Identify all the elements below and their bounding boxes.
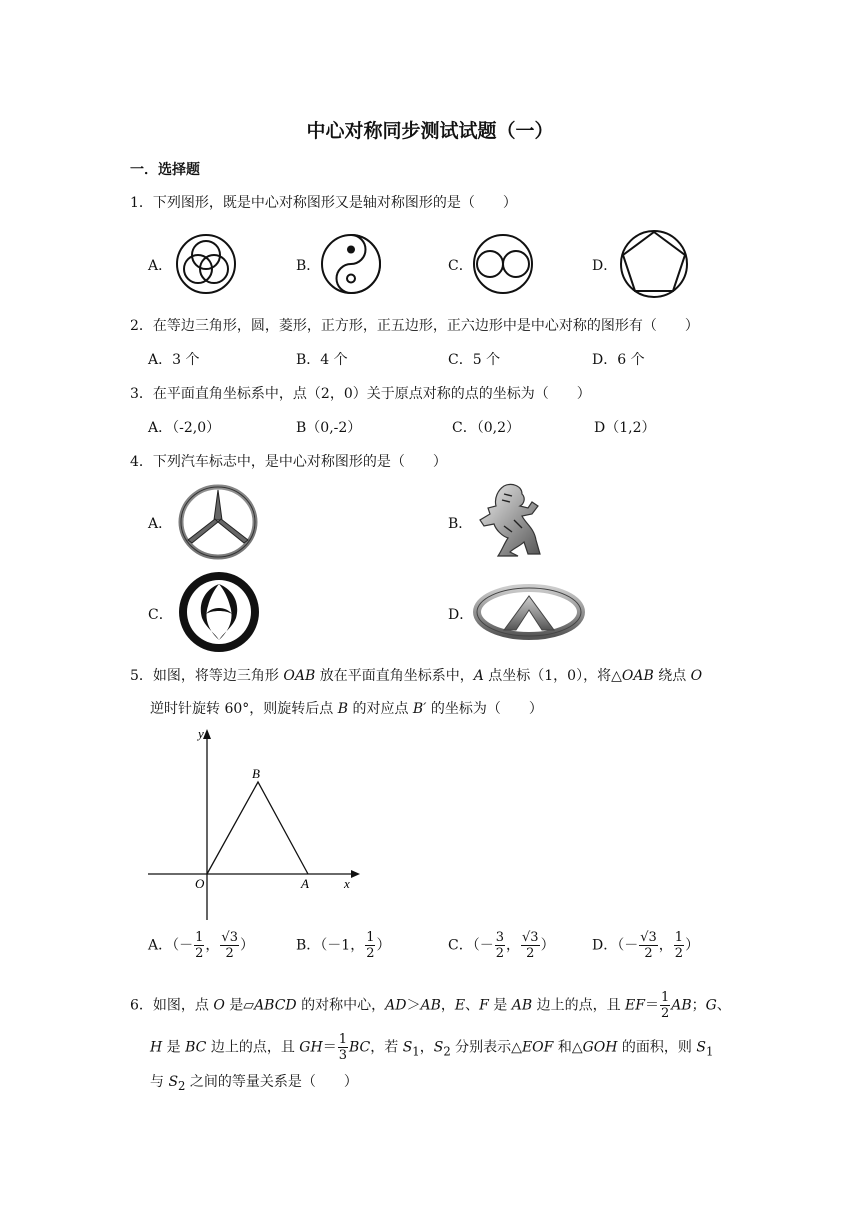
q5-stem-line2: 逆时针旋转 60°，则旋转后点 B 的对应点 B′ 的坐标为（ ） — [150, 701, 543, 717]
section-heading: 一．选择题 — [130, 162, 200, 178]
q1-figure-d-pentagon — [619, 229, 689, 299]
q2-stem: 2．在等边三角形，圆，菱形，正方形，正五边形，正六边形中是中心对称的图形有（ ） — [130, 318, 699, 334]
q1-label-d: D． — [592, 258, 618, 274]
point-a-label: A — [301, 876, 309, 891]
y-label: y — [198, 726, 204, 741]
q6-stem-line3: 与 $S_2$ 之间的等量关系是（ ） — [150, 1074, 358, 1093]
triangle-oab — [207, 782, 308, 874]
q5-option-d: D．（－ $\frac{√3}{2}$ ， $\frac{1}{2}$ ） — [592, 930, 700, 961]
q1-label-c: C． — [448, 258, 473, 274]
q4-stem: 4．下列汽车标志中，是中心对称图形的是（ ） — [130, 454, 447, 470]
q3-option-c: C．（0,2） — [452, 420, 520, 436]
origin-label: O — [195, 876, 205, 891]
q2-option-d: D．6 个 — [592, 352, 645, 368]
q2-option-b: B．4 个 — [296, 352, 348, 368]
q4-logo-b-lion — [474, 480, 548, 560]
q4-label-b: B． — [448, 516, 473, 532]
x-axis-arrow — [351, 870, 360, 878]
y-axis-arrow — [203, 729, 211, 739]
q1-figure-c-circles — [472, 233, 534, 295]
q3-option-d: D（1,2） — [594, 420, 656, 436]
q1-label-a: A． — [148, 258, 173, 274]
point-b-label: B — [252, 766, 260, 781]
q5-option-b: B．（－1， $\frac{1}{2}$ ） — [296, 930, 391, 961]
q5-coordinate-figure — [148, 726, 363, 921]
q4-logo-a-three-pointed-star — [178, 484, 258, 560]
q4-label-a: A． — [148, 516, 173, 532]
q3-option-a: A．（-2,0） — [148, 420, 221, 436]
q6-stem-line2: H 是 BC 边上的点，且 GH＝ $\frac{1}{3}$ BC，若 $S_1$，$S_2$ 分别表示△EOF 和△GOH 的面积，则 $S_1$ — [150, 1032, 714, 1063]
q1-stem: 1．下列图形，既是中心对称图形又是轴对称图形的是（ ） — [130, 195, 517, 211]
q4-label-d: D． — [448, 607, 474, 623]
q3-stem: 3．在平面直角坐标系中，点（2，0）关于原点对称的点的坐标为（ ） — [130, 386, 591, 402]
q5-option-c: C．（－ $\frac{3}{2}$ ， $\frac{√3}{2}$ ） — [448, 930, 555, 961]
q2-option-a: A．3 个 — [148, 352, 200, 368]
q1-label-b: B． — [296, 258, 321, 274]
q4-logo-d-infiniti — [474, 584, 584, 640]
q2-option-c: C．5 个 — [448, 352, 501, 368]
page-title: 中心对称同步测试试题（一） — [306, 120, 554, 142]
q3-option-b: B（0,-2） — [296, 420, 362, 436]
q1-figure-b-yinyang — [320, 233, 382, 295]
q5-stem-line1: 5．如图，将等边三角形 OAB 放在平面直角坐标系中，A 点坐标（1，0），将△OAB 绕点 O — [130, 668, 703, 684]
q5-option-a: A．（－ $\frac{1}{2}$ ， $\frac{√3}{2}$ ） — [148, 930, 254, 961]
q6-stem-line1: 6．如图，点 O 是▱ABCD 的对称中心，AD＞AB，E、F 是 AB 边上的点，且 EF＝ $\frac{1}{2}$ AB；G、 — [130, 990, 731, 1021]
q4-logo-c-dongfeng — [176, 570, 262, 654]
q4-label-c: C． — [148, 607, 173, 623]
q1-figure-a-trefoil — [175, 233, 237, 295]
x-label: x — [344, 876, 350, 891]
